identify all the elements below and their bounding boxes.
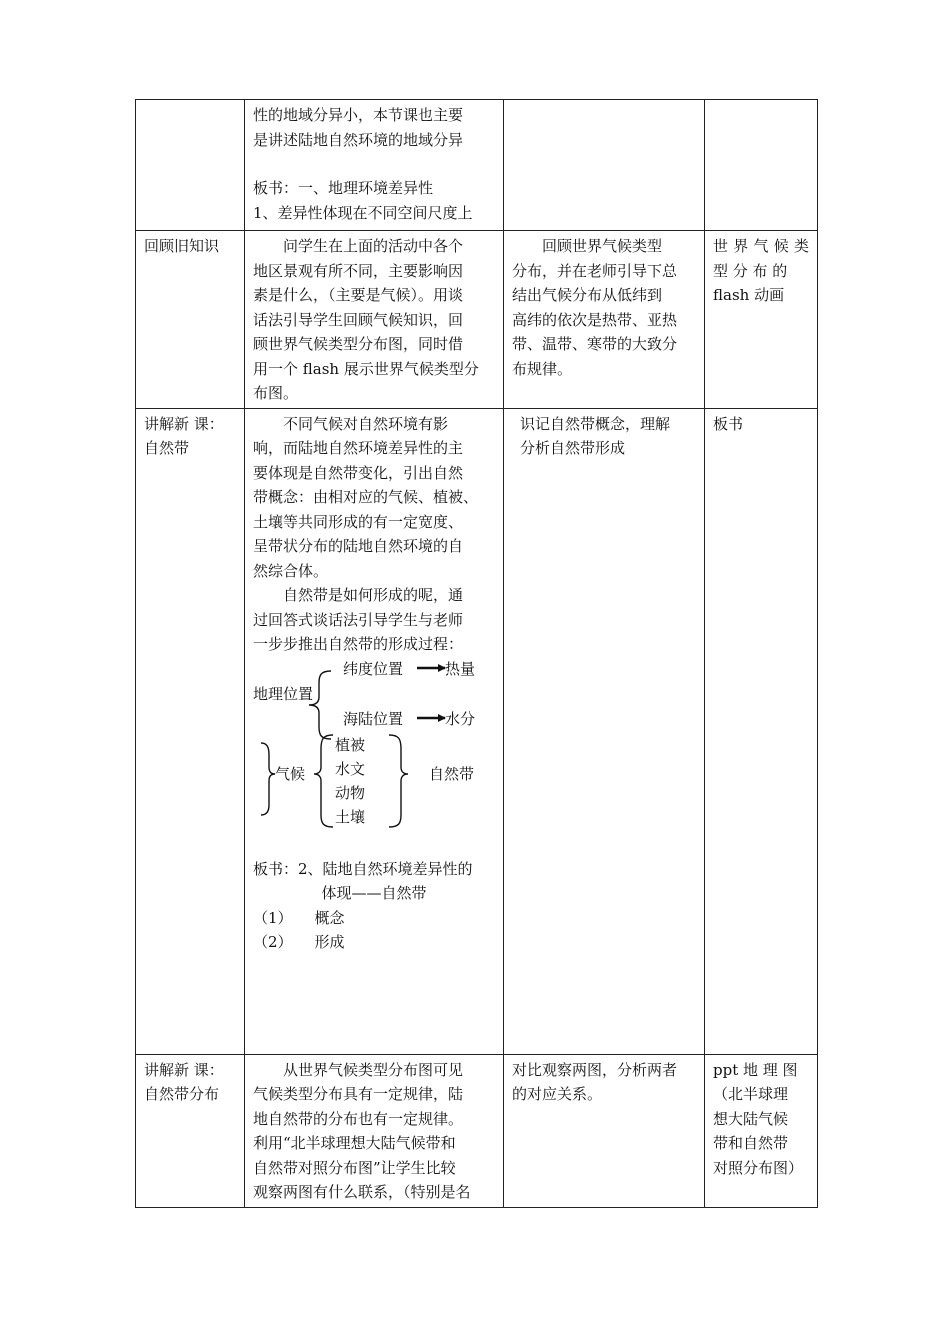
text-line: 话法引导学生回顾气候知识，回 <box>253 310 464 329</box>
text-line: 回顾世界气候类型 <box>542 237 663 255</box>
teacher-activity-cell <box>245 100 504 231</box>
text-line: 带概念：由相对应的气候、植被、 <box>253 488 479 506</box>
formation-diagram <box>253 659 498 849</box>
factor-hydrology: 水文 <box>335 759 366 778</box>
media-cell <box>705 100 818 231</box>
brace-left-factors <box>314 735 333 827</box>
natural-zone-label: 自然带 <box>429 764 475 783</box>
moisture-label: 水分 <box>445 709 476 728</box>
teacher-activity-cell <box>245 231 504 409</box>
text-line: 呈带状分布的陆地自然环境的自 <box>253 537 464 555</box>
text-line: （北半球理 <box>713 1085 789 1103</box>
text-line: 识记自然带概念，理解 <box>520 414 671 433</box>
factor-fauna: 动物 <box>335 783 366 802</box>
text-line: 观察两图有什么联系，（特别是名 <box>253 1183 471 1201</box>
factor-vegetation: 植被 <box>335 735 366 754</box>
text-line: 布图。 <box>253 384 299 402</box>
student-activity-cell <box>504 100 705 231</box>
board-note: 体现——自然带 <box>321 884 427 902</box>
text-line: 是讲述陆地自然环境的地域分异 <box>253 130 464 149</box>
section-label: 自然带 <box>144 439 190 457</box>
media-cell <box>705 408 818 1054</box>
text-line: ppt 地 理 图 <box>713 1060 798 1079</box>
text-line: 分布，并在老师引导下总 <box>512 261 678 280</box>
land-sea-position-label: 海陆位置 <box>343 709 404 728</box>
section-cell <box>136 408 245 1054</box>
board-item: （1） 概念 <box>253 908 345 927</box>
section-label: 回顾旧知识 <box>144 237 220 255</box>
text-line: 顾世界气候类型分布图，同时借 <box>253 335 464 353</box>
section-cell <box>136 231 245 409</box>
factor-soil: 土壤 <box>335 807 366 826</box>
brace-left-top <box>309 671 331 739</box>
text-line: 从世界气候类型分布图可见 <box>283 1060 464 1079</box>
text-line: 用一个 flash 展示世界气候类型分 <box>253 359 479 378</box>
text-line: 高纬的依次是热带、亚热 <box>512 310 678 329</box>
section-label: 讲解新 课： <box>144 1060 224 1079</box>
section-cell <box>136 100 245 231</box>
text-line: 一步步推出自然带的形成过程： <box>253 635 464 653</box>
section-label: 自然带分布 <box>144 1085 220 1103</box>
text-line: 地自然带的分布也有一定规律。 <box>253 1109 464 1128</box>
latitude-position-label: 纬度位置 <box>343 659 404 678</box>
text-line: 不同气候对自然环境有影 <box>283 414 449 433</box>
media-cell <box>705 231 818 409</box>
text-line: 对照分布图） <box>713 1158 804 1177</box>
text-line: 的对应关系。 <box>512 1085 603 1103</box>
teacher-activity-cell <box>245 408 504 1054</box>
text-line: 素是什么，（主要是气候）。用谈 <box>253 286 464 304</box>
section-label: 讲解新 课： <box>144 414 224 433</box>
text-line: 地区景观有所不同，主要影响因 <box>253 261 464 280</box>
lesson-plan-table <box>135 99 818 1208</box>
text-line: 自然带是如何形成的呢，通 <box>283 586 464 604</box>
geo-position-label: 地理位置 <box>253 684 314 703</box>
table-row <box>136 100 818 231</box>
text-line: 结出气候分布从低纬到 <box>512 286 663 304</box>
media-cell <box>705 1054 818 1207</box>
text-line: 型 分 布 的 <box>713 261 788 280</box>
student-activity-cell <box>504 408 705 1054</box>
text-line: 响，而陆地自然环境差异性的主 <box>253 439 464 457</box>
climate-label: 气候 <box>275 764 306 783</box>
text-line: 布规律。 <box>512 359 573 378</box>
text-line: 然综合体。 <box>253 561 329 580</box>
table-row <box>136 408 818 1054</box>
text-line: 想大陆气候 <box>713 1109 789 1128</box>
heat-label: 热量 <box>445 659 476 678</box>
board-note: 板书：一、地理环境差异性 <box>253 179 434 197</box>
table-row <box>136 231 818 409</box>
text-line: 带和自然带 <box>713 1134 789 1152</box>
brace-right-climate <box>261 743 275 815</box>
text-line: 气候类型分布具有一定规律，陆 <box>253 1085 464 1103</box>
board-note: 板书：2、陆地自然环境差异性的 <box>253 859 473 878</box>
text-line: 世界气候类 <box>713 237 809 255</box>
section-cell <box>136 1054 245 1207</box>
student-activity-cell <box>504 231 705 409</box>
brace-right-factors <box>389 735 408 827</box>
board-note: 1、差异性体现在不同空间尺度上 <box>253 203 473 222</box>
text-line: flash 动画 <box>713 286 785 304</box>
text-line: 板书 <box>713 414 744 433</box>
text-line: 自然带对照分布图”让学生比较 <box>253 1158 456 1177</box>
text-line: 过回答式谈话法引导学生与老师 <box>253 610 464 629</box>
student-activity-cell <box>504 1054 705 1207</box>
text-line: 对比观察两图，分析两者 <box>512 1060 678 1079</box>
board-item: （2） 形成 <box>253 933 345 951</box>
table-row <box>136 1054 818 1207</box>
text-line: 利用“北半球理想大陆气候带和 <box>253 1134 456 1152</box>
text-line: 性的地域分异小，本节课也主要 <box>253 106 464 124</box>
text-line: 分析自然带形成 <box>520 439 626 457</box>
text-line: 要体现是自然带变化，引出自然 <box>253 463 464 482</box>
text-line: 土壤等共同形成的有一定宽度、 <box>253 512 464 531</box>
text-line: 问学生在上面的活动中各个 <box>283 237 464 255</box>
text-line: 带、温带、寒带的大致分 <box>512 335 678 353</box>
teacher-activity-cell <box>245 1054 504 1207</box>
